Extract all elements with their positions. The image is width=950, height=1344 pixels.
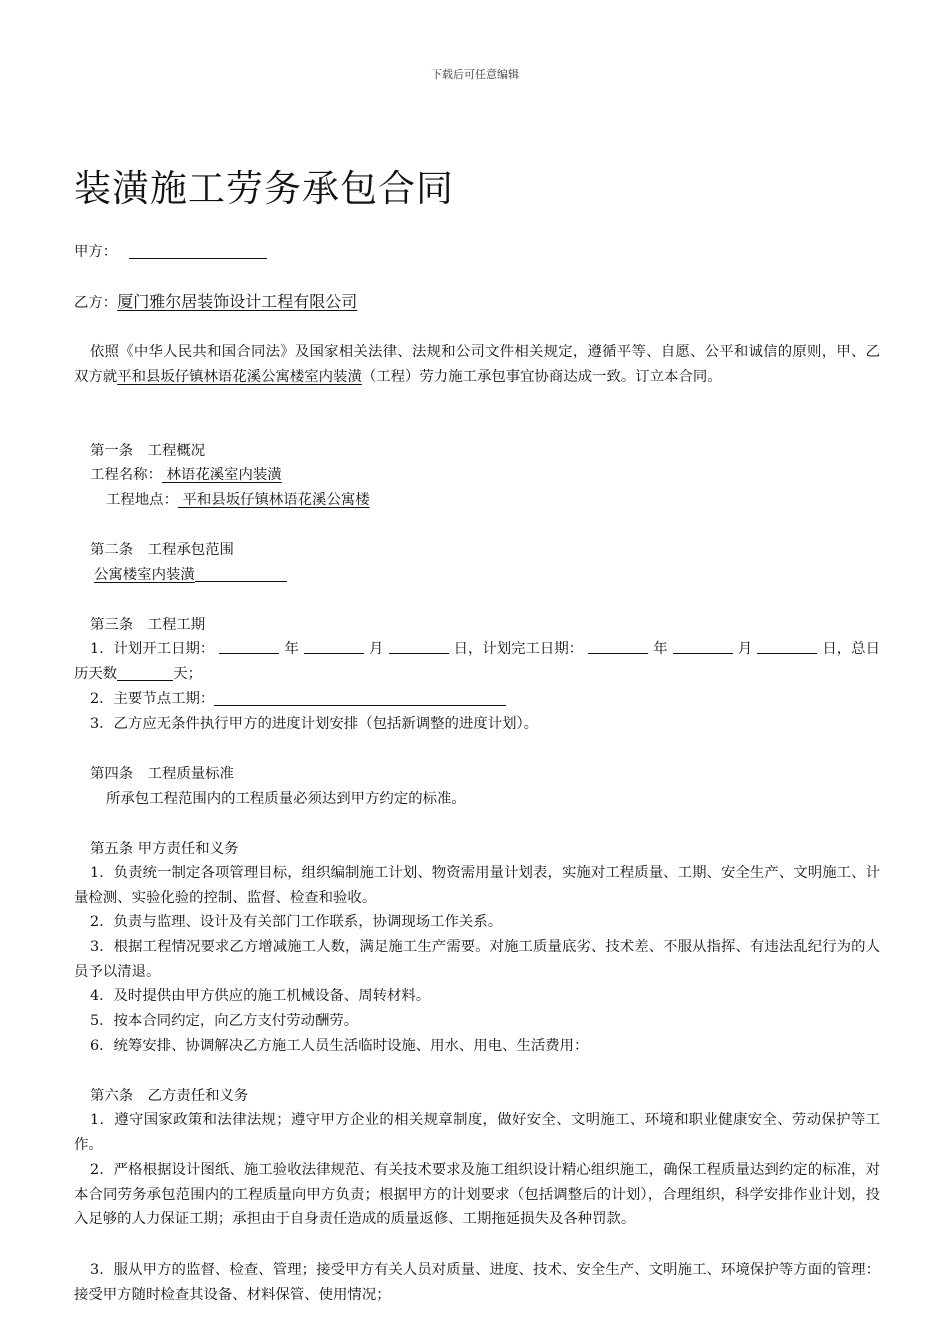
project-site-label: 工程地点：	[106, 492, 178, 508]
total-days-blank	[117, 664, 173, 681]
scope-line	[74, 563, 900, 588]
project-name-value: 林语花溪室内装潢	[161, 467, 282, 483]
party-a-duty-1: 1．负责统一制定各项管理目标，组织编制施工计划、物资需用量计划表，实施对工程质量、工期、安全生产、文明施工、计量检测、实验化验的控制、监督、检查和验收。	[74, 865, 880, 906]
start-year-label: 年	[284, 641, 299, 657]
party-b-label: 乙方：	[74, 295, 118, 311]
end-day-blank	[757, 637, 817, 654]
schedule-item-3: 3．乙方应无条件执行甲方的进度计划安排（包括新调整的进度计划）。	[90, 716, 539, 732]
contract-title: 装潢施工劳务承包合同	[74, 167, 454, 210]
start-month-blank	[304, 637, 364, 654]
article-6-heading: 第六条 乙方责任和义务	[90, 1088, 249, 1104]
party-a-duty-3: 3．根据工程情况要求乙方增减施工人数，满足施工生产需要。对施工质量底劣、技术差、不服从指挥、有违法乱纪行为的人员予以清退。	[74, 939, 880, 980]
intro-paragraph	[74, 340, 880, 389]
party-a-blank	[129, 242, 267, 259]
project-site-line	[74, 488, 912, 513]
start-month-label: 月	[369, 641, 384, 657]
total-days-prefix: 历天数	[74, 666, 118, 682]
party-b-line	[74, 290, 880, 316]
end-month-label: 月	[737, 641, 753, 657]
project-name-line	[74, 463, 896, 488]
end-month-blank	[673, 637, 733, 654]
start-day-blank	[389, 637, 449, 654]
total-days-line	[74, 662, 880, 687]
total-days-label: 日，总日	[822, 641, 880, 657]
party-b-duty-1: 1．遵守国家政策和法律法规；遵守甲方企业的相关规章制度，做好安全、文明施工、环境和职业健康安全、劳动保护等工作。	[74, 1112, 880, 1153]
quality-standard-text: 所承包工程范围内的工程质量必须达到甲方约定的标准。	[106, 791, 466, 807]
party-b-duty-2: 2．严格根据设计图纸、施工验收法律规范、有关技术要求及施工组织设计精心组织施工，确保工程质量达到约定的标准，对本合同劳务承包范围内的工程质量向甲方负责；根据甲方的计划要求（包括调整后的计划），合理组织，科学安排作业计划，投入足够的人力保证工期；承担由于自身责任造成的质量返修、工期拖延损失及各种罚款。	[74, 1162, 880, 1227]
scope-blank	[195, 565, 287, 582]
end-year-blank	[588, 637, 648, 654]
party-a-duty-2: 2．负责与监理、设计及有关部门工作联系，协调现场工作关系。	[90, 914, 503, 930]
milestone-blank	[214, 689, 506, 706]
start-year-blank	[219, 637, 279, 654]
schedule-dates-line	[74, 637, 880, 662]
article-2-heading: 第二条 工程承包范围	[90, 542, 234, 558]
article-4-heading: 第四条 工程质量标准	[90, 766, 234, 782]
article-5-heading: 第五条 甲方责任和义务	[90, 841, 239, 857]
intro-text-2: （工程）劳力施工承包事宜协商达成一致。订立本合同。	[361, 368, 722, 385]
article-3-heading: 第三条 工程工期	[90, 617, 206, 633]
milestone-label: 2．主要节点工期：	[90, 691, 215, 707]
scope-value: 公寓楼室内装潢	[94, 567, 195, 583]
intro-text-1: 依照《中华人民共和国合同法》及国家相关法律、法规和公司文件相关规定，遵循平等、自愿、公平和诚信的原则，甲、乙双方就	[74, 344, 880, 385]
project-name-label: 工程名称：	[90, 467, 162, 483]
party-b-name: 厦门雅尔居装饰设计工程有限公司	[117, 292, 358, 311]
party-b-duty-3: 3．服从甲方的监督、检查、管理；接受甲方有关人员对质量、进度、技术、安全生产、文明施工、环境保护等方面的管理：接受甲方随时检查其设备、材料保管、使用情况；	[74, 1262, 880, 1303]
party-a-duty-6: 6．统筹安排、协调解决乙方施工人员生活临时设施、用水、用电、生活费用：	[90, 1038, 589, 1054]
end-year-label: 年	[653, 641, 668, 657]
page-header-note: 下载后可任意编辑	[431, 68, 519, 81]
party-a-duty-4: 4．及时提供由甲方供应的施工机械设备、周转材料。	[90, 988, 431, 1004]
article-1-heading: 第一条 工程概况	[90, 443, 206, 459]
start-date-label: 1．计划开工日期：	[90, 641, 215, 657]
intro-project-name: 平和县坂仔镇林语花溪公寓楼室内装潢	[117, 368, 362, 385]
party-a-label: 甲方：	[74, 244, 118, 260]
end-date-label: 日，计划完工日期：	[453, 641, 584, 657]
project-site-value: 平和县坂仔镇林语花溪公寓楼	[177, 492, 370, 508]
party-a-line	[74, 240, 880, 265]
party-a-duty-5: 5．按本合同约定，向乙方支付劳动酬劳。	[90, 1013, 359, 1029]
total-days-suffix: 天；	[173, 666, 202, 682]
milestone-line	[74, 687, 896, 712]
